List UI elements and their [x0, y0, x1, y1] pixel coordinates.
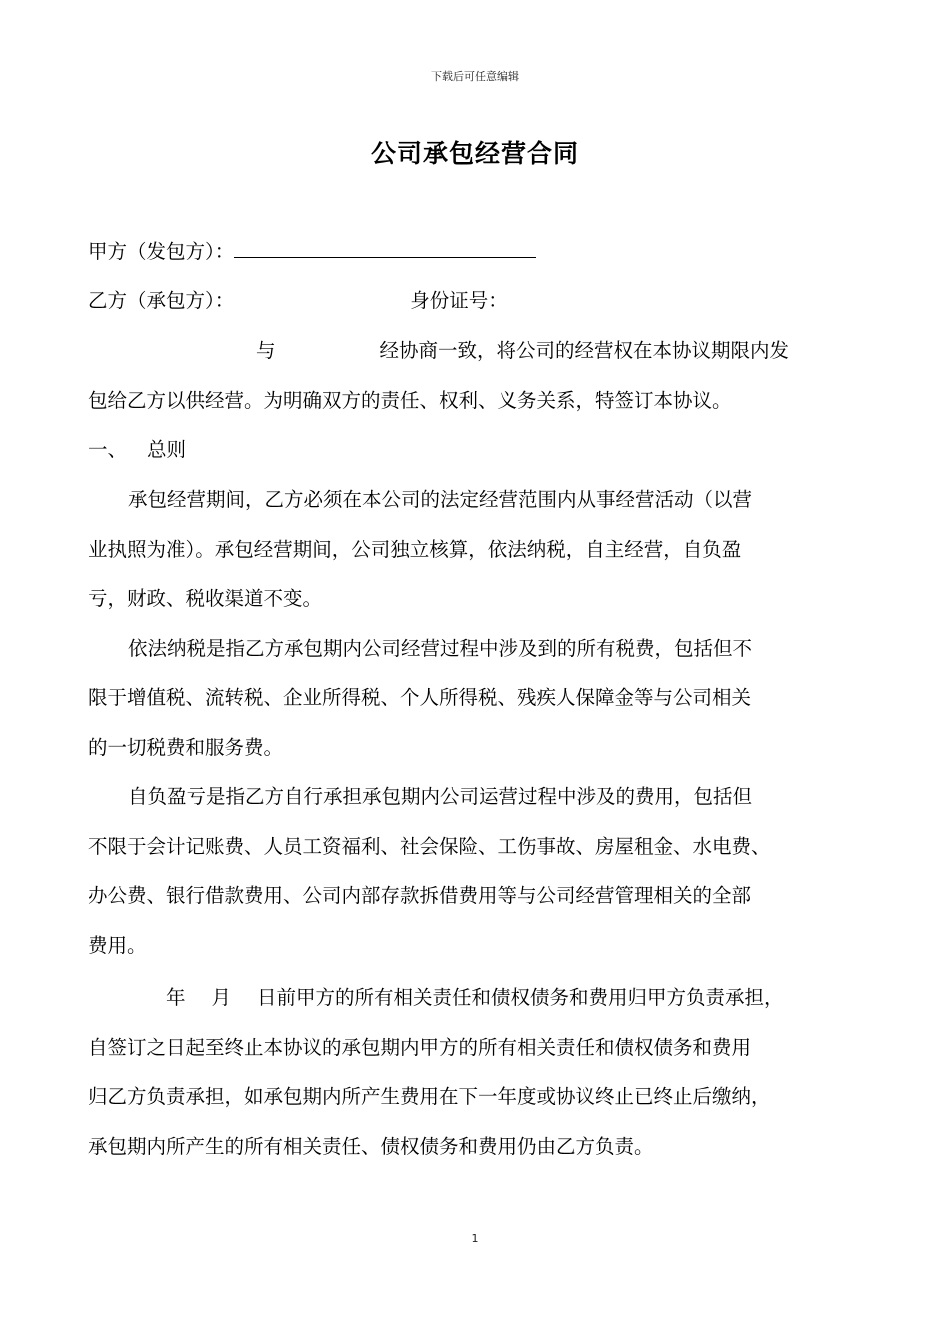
paragraph-line: 归乙方负责承担，如承包期内所产生费用在下一年度或协议终止已终止后缴纳，	[88, 1085, 771, 1108]
intro-with: 与	[256, 339, 276, 362]
paragraph-line: 亏，财政、税收渠道不变。	[88, 587, 323, 610]
section-1-heading	[88, 438, 878, 462]
id-number-label: 身份证号：	[410, 289, 508, 312]
intro-line1-rest: 经协商一致，将公司的经营权在本协议期限内发	[379, 339, 790, 362]
paragraph-line: 承包经营期间，乙方必须在本公司的法定经营范围内从事经营活动（以营	[128, 488, 753, 511]
intro-line-2: 包给乙方以供经营。为明确双方的责任、权利、义务关系，特签订本协议。	[88, 389, 732, 412]
paragraph-line: 自负盈亏是指乙方自行承担承包期内公司运营过程中涉及的费用，包括但	[128, 785, 753, 808]
paragraph-line: 费用。	[88, 934, 147, 957]
party-b-line	[88, 289, 878, 313]
paragraph-line: 的一切税费和服务费。	[88, 736, 284, 759]
paragraph-line: 自签订之日起至终止本协议的承包期内甲方的所有相关责任和债权债务和费用	[88, 1036, 752, 1059]
document-title: 公司承包经营合同	[370, 139, 579, 168]
year-label: 年	[166, 986, 186, 1009]
paragraph-line: 依法纳税是指乙方承包期内公司经营过程中涉及到的所有税费，包括但不	[128, 637, 753, 660]
paragraph-line: 办公费、银行借款费用、公司内部存款拆借费用等与公司经营管理相关的全部	[88, 884, 752, 907]
date-line-rest: 日前甲方的所有相关责任和债权债务和费用归甲方负责承担，	[257, 986, 784, 1009]
paragraph-line: 限于增值税、流转税、企业所得税、个人所得税、残疾人保障金等与公司相关	[88, 686, 752, 709]
intro-line-1	[88, 339, 878, 363]
paragraph-line: 不限于会计记账费、人员工资福利、社会保险、工伤事故、房屋租金、水电费、	[88, 835, 771, 858]
page-number: 1	[471, 1232, 479, 1245]
party-a-line	[88, 240, 878, 264]
paragraph-line: 业执照为准）。承包经营期间，公司独立核算，依法纳税，自主经营，自负盈	[88, 538, 742, 561]
party-a-label: 甲方（发包方）：	[88, 240, 235, 263]
section-title: 总则	[147, 438, 187, 461]
paragraph-line: 承包期内所产生的所有相关责任、债权债务和费用仍由乙方负责。	[88, 1135, 654, 1158]
month-label: 月	[211, 986, 232, 1009]
header-note: 下载后可任意编辑	[431, 70, 519, 83]
party-b-label: 乙方（承包方）：	[88, 289, 235, 312]
party-a-blank	[234, 241, 536, 258]
paragraph-date-line	[88, 986, 878, 1010]
section-number: 一、	[88, 438, 128, 461]
